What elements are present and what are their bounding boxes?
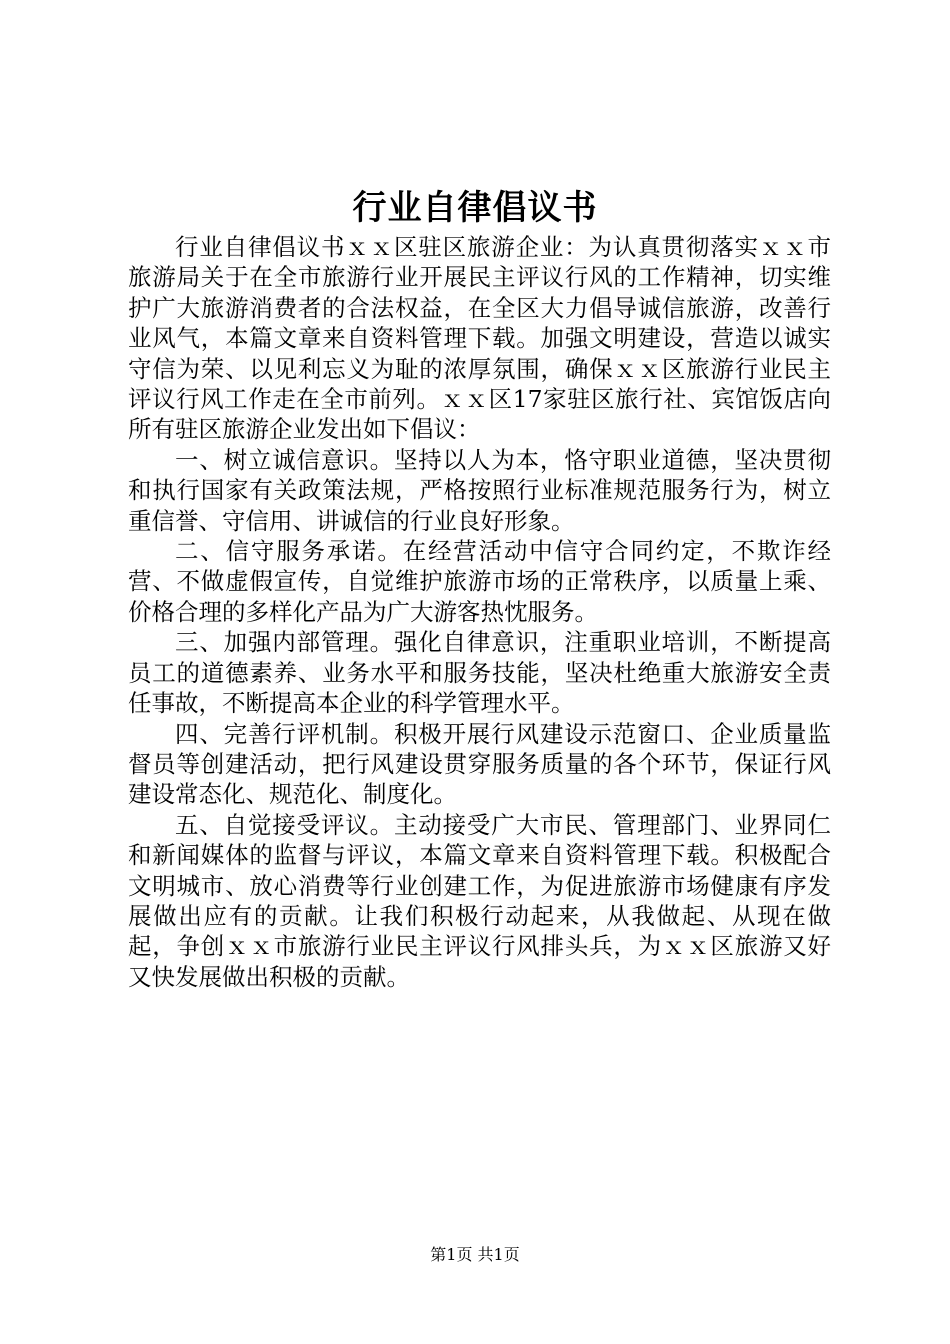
document-body (128, 232, 831, 992)
paragraph-item-5: 五、自觉接受评议。主动接受广大市民、管理部门、业界同仁和新闻媒体的监督与评议，本篇文章来自资料管理下载。积极配合文明城市、放心消费等行业创建工作，为促进旅游市场健康有序发展做出应有的贡献。让我们积极行动起来，从我做起、从现在做起，争创ｘｘ市旅游行业民主评议行风排头兵，为ｘｘ区旅游又好又快发展做出积极的贡献。 (128, 810, 831, 991)
paragraph-item-3: 三、加强内部管理。强化自律意识，注重职业培训，不断提高员工的道德素养、业务水平和服务技能，坚决杜绝重大旅游安全责任事故，不断提高本企业的科学管理水平。 (128, 628, 831, 718)
paragraph-intro: 行业自律倡议书ｘｘ区驻区旅游企业：为认真贯彻落实ｘｘ市旅游局关于在全市旅游行业开展民主评议行风的工作精神，切实维护广大旅游消费者的合法权益，在全区大力倡导诚信旅游，改善行业风气，本篇文章来自资料管理下载。加强文明建设，营造以诚实守信为荣、以见利忘义为耻的浓厚氛围，确保ｘｘ区旅游行业民主评议行风工作走在全市前列。ｘｘ区17家驻区旅行社、宾馆饭店向所有驻区旅游企业发出如下倡议： (128, 233, 831, 444)
paragraph-item-1: 一、树立诚信意识。坚持以人为本，恪守职业道德，坚决贯彻和执行国家有关政策法规，严格按照行业标准规范服务行为，树立重信誉、守信用、讲诚信的行业良好形象。 (128, 445, 831, 535)
paragraph-item-2: 二、信守服务承诺。在经营活动中信守合同约定，不欺诈经营、不做虚假宣传，自觉维护旅游市场的正常秩序，以质量上乘、价格合理的多样化产品为广大游客热忱服务。 (128, 537, 831, 626)
page-number-footer: 第1页 共1页 (430, 1245, 520, 1264)
document-title: 行业自律倡议书 (352, 188, 598, 228)
paragraph-item-4: 四、完善行评机制。积极开展行风建设示范窗口、企业质量监督员等创建活动，把行风建设贯穿服务质量的各个环节，保证行风建设常态化、规范化、制度化。 (128, 719, 831, 809)
